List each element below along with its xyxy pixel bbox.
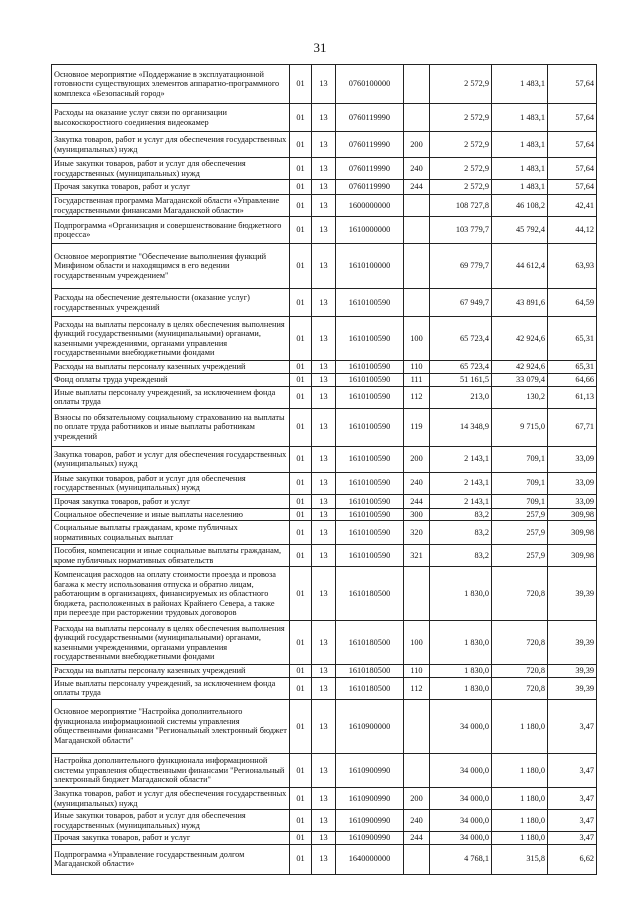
cell-section: 01: [290, 677, 312, 699]
table-row: [52, 545, 597, 567]
cell-executed: 1 483,1: [492, 158, 548, 180]
cell-expense-type: [404, 753, 430, 787]
page-number: 31: [313, 40, 327, 55]
table-row: [52, 132, 597, 158]
cell-percent: 3,47: [548, 753, 597, 787]
cell-expense-type: [404, 844, 430, 874]
cell-section: 01: [290, 494, 312, 508]
cell-target-article: 1610100590: [336, 408, 404, 446]
cell-expense-type: 240: [404, 810, 430, 832]
cell-planned: 34 000,0: [430, 787, 492, 809]
cell-subsection: 13: [312, 545, 336, 567]
cell-target-article: 1610100590: [336, 373, 404, 386]
cell-target-article: 1610100000: [336, 244, 404, 289]
cell-name: Расходы на выплаты персоналу в целях обеспечения выполнения функций государственными (муниципальными) органами, казенными учреждениями, органами управления государственными внебюджетными фондами: [52, 621, 290, 665]
cell-name: Основное мероприятие "Обеспечение выполнения функций Минфином области и находящимся в его ведении государственным учреждением": [52, 244, 290, 289]
cell-planned: 2 143,1: [430, 472, 492, 494]
table-row: [52, 844, 597, 874]
cell-expense-type: 240: [404, 472, 430, 494]
cell-expense-type: [404, 289, 430, 317]
cell-target-article: 1610180500: [336, 567, 404, 621]
cell-planned: 1 830,0: [430, 665, 492, 678]
cell-name: Иные выплаты персоналу учреждений, за исключением фонда оплаты труда: [52, 386, 290, 408]
budget-table: [51, 64, 597, 875]
cell-executed: 257,9: [492, 508, 548, 521]
cell-executed: 46 108,2: [492, 195, 548, 217]
table-row: [52, 180, 597, 195]
table-row: [52, 810, 597, 832]
cell-subsection: 13: [312, 180, 336, 195]
cell-subsection: 13: [312, 787, 336, 809]
cell-section: 01: [290, 844, 312, 874]
cell-target-article: 0760119990: [336, 158, 404, 180]
cell-section: 01: [290, 753, 312, 787]
table-row: [52, 408, 597, 446]
cell-section: 01: [290, 508, 312, 521]
table-row: [52, 472, 597, 494]
cell-name: Фонд оплаты труда учреждений: [52, 373, 290, 386]
cell-executed: 42 924,6: [492, 317, 548, 361]
cell-executed: 709,1: [492, 472, 548, 494]
cell-name: Расходы на оказание услуг связи по организации высокоскоростного соединения видеокамер: [52, 104, 290, 132]
cell-expense-type: 100: [404, 317, 430, 361]
cell-subsection: 13: [312, 373, 336, 386]
cell-target-article: 1640000000: [336, 844, 404, 874]
cell-executed: 130,2: [492, 386, 548, 408]
cell-planned: 65 723,4: [430, 361, 492, 374]
cell-subsection: 13: [312, 361, 336, 374]
cell-name: Основное мероприятие «Поддержание в эксплуатационной готовности существующих элементов аппаратно-программного комплекса «Безопасный город»: [52, 65, 290, 104]
cell-target-article: 0760119990: [336, 180, 404, 195]
cell-section: 01: [290, 832, 312, 845]
cell-percent: 65,31: [548, 361, 597, 374]
cell-expense-type: [404, 244, 430, 289]
cell-expense-type: 300: [404, 508, 430, 521]
cell-expense-type: 119: [404, 408, 430, 446]
cell-section: 01: [290, 408, 312, 446]
cell-name: Подпрограмма «Управление государственным долгом Магаданской области»: [52, 844, 290, 874]
cell-planned: 34 000,0: [430, 753, 492, 787]
cell-planned: 2 572,9: [430, 104, 492, 132]
cell-name: Расходы на выплаты персоналу в целях обеспечения выполнения функций государственными (муниципальными) органами, казенными учреждениями, органами управления государственными внебюджетными фондами: [52, 317, 290, 361]
table-row: [52, 195, 597, 217]
cell-planned: 69 779,7: [430, 244, 492, 289]
cell-name: Государственная программа Магаданской области «Управление государственными финансами Магаданской области»: [52, 195, 290, 217]
cell-expense-type: 111: [404, 373, 430, 386]
cell-executed: 720,8: [492, 567, 548, 621]
cell-section: 01: [290, 665, 312, 678]
cell-target-article: 1600000000: [336, 195, 404, 217]
cell-name: Пособия, компенсации и иные социальные выплаты гражданам, кроме публичных нормативных обязательств: [52, 545, 290, 567]
cell-subsection: 13: [312, 244, 336, 289]
cell-planned: 1 830,0: [430, 677, 492, 699]
table-row: [52, 567, 597, 621]
cell-subsection: 13: [312, 567, 336, 621]
cell-subsection: 13: [312, 317, 336, 361]
cell-executed: 1 180,0: [492, 787, 548, 809]
cell-percent: 57,64: [548, 158, 597, 180]
cell-percent: 63,93: [548, 244, 597, 289]
cell-section: 01: [290, 244, 312, 289]
cell-subsection: 13: [312, 132, 336, 158]
cell-name: Иные выплаты персоналу учреждений, за исключением фонда оплаты труда: [52, 677, 290, 699]
cell-subsection: 13: [312, 753, 336, 787]
cell-percent: 64,59: [548, 289, 597, 317]
cell-planned: 2 143,1: [430, 494, 492, 508]
cell-name: Настройка дополнительного функционала информационной системы управления общественными финансами "Региональный электронный бюджет Магаданской области": [52, 753, 290, 787]
cell-section: 01: [290, 472, 312, 494]
cell-subsection: 13: [312, 408, 336, 446]
cell-expense-type: [404, 567, 430, 621]
cell-executed: 720,8: [492, 677, 548, 699]
cell-expense-type: 321: [404, 545, 430, 567]
cell-percent: 64,66: [548, 373, 597, 386]
cell-percent: 39,39: [548, 567, 597, 621]
cell-section: 01: [290, 217, 312, 244]
table-row: [52, 699, 597, 753]
cell-section: 01: [290, 446, 312, 472]
cell-section: 01: [290, 132, 312, 158]
cell-executed: 43 891,6: [492, 289, 548, 317]
cell-percent: 33,09: [548, 446, 597, 472]
cell-section: 01: [290, 195, 312, 217]
cell-planned: 2 572,9: [430, 158, 492, 180]
cell-target-article: 1610100590: [336, 317, 404, 361]
cell-executed: 315,8: [492, 844, 548, 874]
cell-percent: 57,64: [548, 65, 597, 104]
table-row: [52, 386, 597, 408]
cell-subsection: 13: [312, 621, 336, 665]
cell-subsection: 13: [312, 832, 336, 845]
cell-target-article: 1610100590: [336, 545, 404, 567]
cell-executed: 1 483,1: [492, 132, 548, 158]
cell-target-article: 1610900990: [336, 787, 404, 809]
cell-planned: 34 000,0: [430, 699, 492, 753]
cell-section: 01: [290, 787, 312, 809]
cell-executed: 1 483,1: [492, 180, 548, 195]
cell-target-article: 1610900990: [336, 753, 404, 787]
cell-executed: 45 792,4: [492, 217, 548, 244]
cell-section: 01: [290, 521, 312, 545]
cell-planned: 34 000,0: [430, 810, 492, 832]
cell-name: Иные закупки товаров, работ и услуг для обеспечения государственных (муниципальных) нужд: [52, 158, 290, 180]
cell-executed: 709,1: [492, 494, 548, 508]
cell-expense-type: 112: [404, 677, 430, 699]
cell-target-article: 1610100590: [336, 446, 404, 472]
cell-target-article: 1610100590: [336, 508, 404, 521]
cell-percent: 309,98: [548, 545, 597, 567]
cell-percent: 61,13: [548, 386, 597, 408]
table-row: [52, 158, 597, 180]
cell-section: 01: [290, 386, 312, 408]
cell-percent: 57,64: [548, 180, 597, 195]
cell-name: Закупка товаров, работ и услуг для обеспечения государственных (муниципальных) нужд: [52, 446, 290, 472]
cell-section: 01: [290, 810, 312, 832]
cell-planned: 67 949,7: [430, 289, 492, 317]
cell-section: 01: [290, 104, 312, 132]
cell-target-article: 0760119990: [336, 104, 404, 132]
cell-executed: 720,8: [492, 665, 548, 678]
cell-executed: 1 180,0: [492, 699, 548, 753]
cell-executed: 44 612,4: [492, 244, 548, 289]
cell-section: 01: [290, 699, 312, 753]
cell-planned: 103 779,7: [430, 217, 492, 244]
cell-subsection: 13: [312, 65, 336, 104]
cell-percent: 3,47: [548, 787, 597, 809]
cell-percent: 39,39: [548, 677, 597, 699]
cell-target-article: 1610100590: [336, 361, 404, 374]
cell-name: Компенсация расходов на оплату стоимости проезда и провоза багажа к месту использования отпуска и обратно лицам, работающим в организациях, финансируемых из областного бюджета, расположенных в районах Крайнего Севера, а также при переезде при расторжении трудовых договоров: [52, 567, 290, 621]
cell-name: Закупка товаров, работ и услуг для обеспечения государственных (муниципальных) нужд: [52, 132, 290, 158]
cell-target-article: 1610900000: [336, 699, 404, 753]
cell-planned: 108 727,8: [430, 195, 492, 217]
cell-percent: 39,39: [548, 665, 597, 678]
cell-executed: 33 079,4: [492, 373, 548, 386]
cell-expense-type: 110: [404, 665, 430, 678]
cell-planned: 2 572,9: [430, 132, 492, 158]
cell-subsection: 13: [312, 810, 336, 832]
cell-planned: 2 143,1: [430, 446, 492, 472]
cell-target-article: 1610000000: [336, 217, 404, 244]
cell-name: Социальное обеспечение и иные выплаты населению: [52, 508, 290, 521]
cell-name: Закупка товаров, работ и услуг для обеспечения государственных (муниципальных) нужд: [52, 787, 290, 809]
table-row: [52, 753, 597, 787]
cell-subsection: 13: [312, 446, 336, 472]
table-row: [52, 677, 597, 699]
cell-expense-type: 200: [404, 446, 430, 472]
cell-target-article: 1610100590: [336, 521, 404, 545]
cell-target-article: 0760119990: [336, 132, 404, 158]
cell-expense-type: 244: [404, 832, 430, 845]
cell-planned: 1 830,0: [430, 621, 492, 665]
cell-subsection: 13: [312, 217, 336, 244]
cell-expense-type: 200: [404, 132, 430, 158]
cell-subsection: 13: [312, 494, 336, 508]
cell-subsection: 13: [312, 521, 336, 545]
cell-name: Расходы на выплаты персоналу казенных учреждений: [52, 361, 290, 374]
cell-expense-type: 240: [404, 158, 430, 180]
cell-expense-type: [404, 195, 430, 217]
cell-planned: 51 161,5: [430, 373, 492, 386]
cell-section: 01: [290, 317, 312, 361]
cell-section: 01: [290, 567, 312, 621]
cell-planned: 2 572,9: [430, 65, 492, 104]
cell-subsection: 13: [312, 158, 336, 180]
cell-executed: 9 715,0: [492, 408, 548, 446]
cell-subsection: 13: [312, 677, 336, 699]
cell-planned: 34 000,0: [430, 832, 492, 845]
cell-name: Основное мероприятие "Настройка дополнительного функционала информационной системы управления общественными финансами "Региональный электронный бюджет Магаданской области": [52, 699, 290, 753]
cell-target-article: 1610100590: [336, 472, 404, 494]
cell-target-article: 1610100590: [336, 494, 404, 508]
cell-name: Иные закупки товаров, работ и услуг для обеспечения государственных (муниципальных) нужд: [52, 472, 290, 494]
cell-section: 01: [290, 373, 312, 386]
cell-name: Расходы на выплаты персоналу казенных учреждений: [52, 665, 290, 678]
cell-percent: 3,47: [548, 810, 597, 832]
cell-expense-type: [404, 217, 430, 244]
table-row: [52, 289, 597, 317]
cell-percent: 33,09: [548, 494, 597, 508]
cell-planned: 83,2: [430, 545, 492, 567]
cell-planned: 213,0: [430, 386, 492, 408]
cell-subsection: 13: [312, 844, 336, 874]
table-row: [52, 494, 597, 508]
cell-percent: 44,12: [548, 217, 597, 244]
table-row: [52, 787, 597, 809]
cell-executed: 1 483,1: [492, 104, 548, 132]
cell-expense-type: 244: [404, 180, 430, 195]
table-row: [52, 361, 597, 374]
cell-target-article: 1610180500: [336, 677, 404, 699]
cell-executed: 1 180,0: [492, 753, 548, 787]
cell-executed: 1 180,0: [492, 832, 548, 845]
cell-section: 01: [290, 361, 312, 374]
cell-subsection: 13: [312, 195, 336, 217]
cell-planned: 83,2: [430, 521, 492, 545]
table-row: [52, 104, 597, 132]
cell-planned: 4 768,1: [430, 844, 492, 874]
cell-expense-type: 244: [404, 494, 430, 508]
cell-subsection: 13: [312, 104, 336, 132]
cell-target-article: 1610900990: [336, 810, 404, 832]
table-row: [52, 621, 597, 665]
cell-expense-type: 100: [404, 621, 430, 665]
cell-planned: 83,2: [430, 508, 492, 521]
cell-expense-type: 112: [404, 386, 430, 408]
cell-percent: 309,98: [548, 508, 597, 521]
cell-percent: 65,31: [548, 317, 597, 361]
cell-name: Прочая закупка товаров, работ и услуг: [52, 494, 290, 508]
table-row: [52, 217, 597, 244]
cell-subsection: 13: [312, 508, 336, 521]
cell-executed: 1 483,1: [492, 65, 548, 104]
cell-target-article: 1610900990: [336, 832, 404, 845]
table-row: [52, 446, 597, 472]
cell-planned: 1 830,0: [430, 567, 492, 621]
table-row: [52, 832, 597, 845]
table-row: [52, 65, 597, 104]
cell-subsection: 13: [312, 289, 336, 317]
table-row: [52, 373, 597, 386]
cell-percent: 309,98: [548, 521, 597, 545]
table-row: [52, 508, 597, 521]
cell-name: Взносы по обязательному социальному страхованию на выплаты по оплате труда работников и иные выплаты работникам учреждений: [52, 408, 290, 446]
cell-name: Иные закупки товаров, работ и услуг для обеспечения государственных (муниципальных) нужд: [52, 810, 290, 832]
cell-target-article: 1610100590: [336, 289, 404, 317]
cell-percent: 3,47: [548, 832, 597, 845]
cell-section: 01: [290, 158, 312, 180]
table-row: [52, 317, 597, 361]
cell-expense-type: [404, 699, 430, 753]
cell-percent: 67,71: [548, 408, 597, 446]
cell-subsection: 13: [312, 665, 336, 678]
cell-section: 01: [290, 545, 312, 567]
cell-percent: 33,09: [548, 472, 597, 494]
cell-expense-type: 110: [404, 361, 430, 374]
cell-name: Социальные выплаты гражданам, кроме публичных нормативных социальных выплат: [52, 521, 290, 545]
cell-executed: 42 924,6: [492, 361, 548, 374]
cell-target-article: 1610180500: [336, 621, 404, 665]
cell-subsection: 13: [312, 472, 336, 494]
table-row: [52, 521, 597, 545]
cell-name: Прочая закупка товаров, работ и услуг: [52, 180, 290, 195]
cell-section: 01: [290, 180, 312, 195]
cell-executed: 720,8: [492, 621, 548, 665]
cell-subsection: 13: [312, 386, 336, 408]
cell-section: 01: [290, 289, 312, 317]
cell-target-article: 1610180500: [336, 665, 404, 678]
cell-percent: 57,64: [548, 132, 597, 158]
cell-planned: 65 723,4: [430, 317, 492, 361]
cell-name: Прочая закупка товаров, работ и услуг: [52, 832, 290, 845]
cell-planned: 14 348,9: [430, 408, 492, 446]
cell-name: Расходы на обеспечение деятельности (оказание услуг) государственных учреждений: [52, 289, 290, 317]
cell-executed: 257,9: [492, 521, 548, 545]
cell-target-article: 0760100000: [336, 65, 404, 104]
cell-expense-type: [404, 104, 430, 132]
table-row: [52, 665, 597, 678]
cell-percent: 3,47: [548, 699, 597, 753]
cell-percent: 57,64: [548, 104, 597, 132]
cell-target-article: 1610100590: [336, 386, 404, 408]
cell-planned: 2 572,9: [430, 180, 492, 195]
cell-executed: 1 180,0: [492, 810, 548, 832]
cell-subsection: 13: [312, 699, 336, 753]
cell-section: 01: [290, 621, 312, 665]
cell-name: Подпрограмма «Организация и совершенствование бюджетного процесса»: [52, 217, 290, 244]
cell-expense-type: 200: [404, 787, 430, 809]
cell-percent: 6,62: [548, 844, 597, 874]
cell-percent: 42,41: [548, 195, 597, 217]
cell-executed: 709,1: [492, 446, 548, 472]
cell-section: 01: [290, 65, 312, 104]
table-row: [52, 244, 597, 289]
cell-executed: 257,9: [492, 545, 548, 567]
cell-percent: 39,39: [548, 621, 597, 665]
cell-expense-type: [404, 65, 430, 104]
cell-expense-type: 320: [404, 521, 430, 545]
